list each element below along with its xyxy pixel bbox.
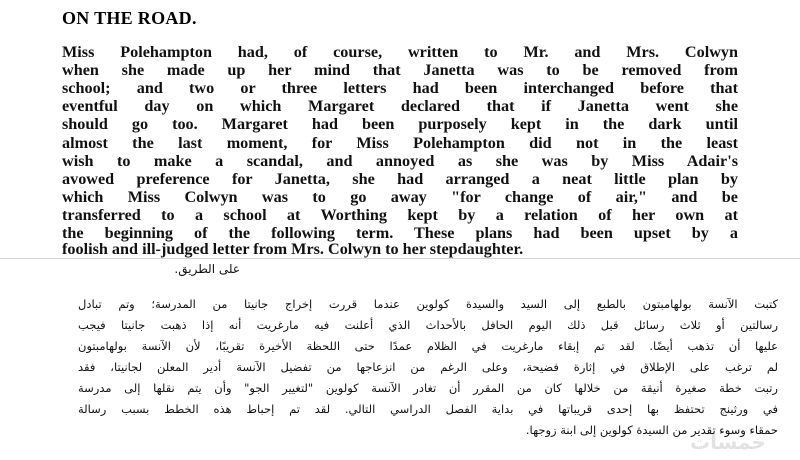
english-paragraph-line: foolish and ill-judged letter from Mrs. Colwyn to her stepdaughter. [62,240,524,258]
english-paragraph-line: transferred to a school at Worthing kept by a relation of her own at [62,206,738,224]
english-paragraph-line: Miss Polehampton had, of course, written to Mr. and Mrs. Colwyn [62,43,738,61]
english-paragraph-line: avowed preference for Janetta, she had arranged a neat little plan by [62,170,738,188]
english-paragraph-line: the beginning of the following term. These plans had been upset by a [62,224,738,242]
english-chapter-title: ON THE ROAD. [62,8,197,28]
watermark-logo: خمسات [690,430,766,454]
arabic-paragraph-line: حمقاء وسوء تقدير من السيدة كولوين إلى ابنة زوجها. [525,423,778,437]
arabic-paragraph-line: في ورثينج تحتفظ بها إحدى قريباتها في بداية الفصل الدراسي التالي. لقد تم إحباط هذه الخطط بسبب رسالة [78,402,778,416]
arabic-paragraph-line: رسالتين أو ثلاث رسائل قبل ذلك اليوم الحافل بالأحداث الذي أعلنت فيه مارغريت أنه إذا ذهبت جانيتا فيجب [78,318,778,332]
arabic-paragraph-line: عليها أن تذهب أيضًا. لقد تم إبقاء مارغريت في الظلام عمدًا حتى اللحظة الأخيرة تقريبًا، لأن الآنسة بولهامبتون [78,339,778,353]
english-paragraph-line: almost the last moment, for Miss Polehampton did not in the least [62,134,738,152]
arabic-translation-panel [0,259,800,460]
arabic-paragraph-line: رتبت خطة صغيرة أنيقة من خلالها كان من المقرر أن تغادر الآنسة كولوين "لتغيير الجو" وأن يتم نقلها إلى مدرسة [78,381,778,395]
english-paragraph-line: eventful day on which Margaret declared that if Janetta went she [62,97,738,115]
english-paragraph-line: wish to make a scandal, and annoyed as she was by Miss Adair's [62,152,738,170]
english-paragraph-line: school; and two or three letters had been interchanged before that [62,79,738,97]
arabic-paragraph-line: كتبت الآنسة بولهامبتون بالطبع إلى السيد والسيدة كولوين عندما قررت إخراج جانيتا من المدرسة؛ وتم تبادل [78,297,778,311]
english-paragraph-line: which Miss Colwyn was to go away "for change of air," and be [62,188,738,206]
arabic-chapter-title: على الطريق. [174,262,240,276]
arabic-paragraph-line: لم ترغب على الإطلاق في إثارة فضيحة، وعلى الرغم من انزعاجها من تفضيل الآنسة أدير المعلن لجانيتا، فقد [78,360,778,374]
english-paragraph-line: should go too. Margaret had been purposely kept in the dark until [62,115,738,133]
english-paragraph-line: when she made up her mind that Janetta was to be removed from [62,61,738,79]
